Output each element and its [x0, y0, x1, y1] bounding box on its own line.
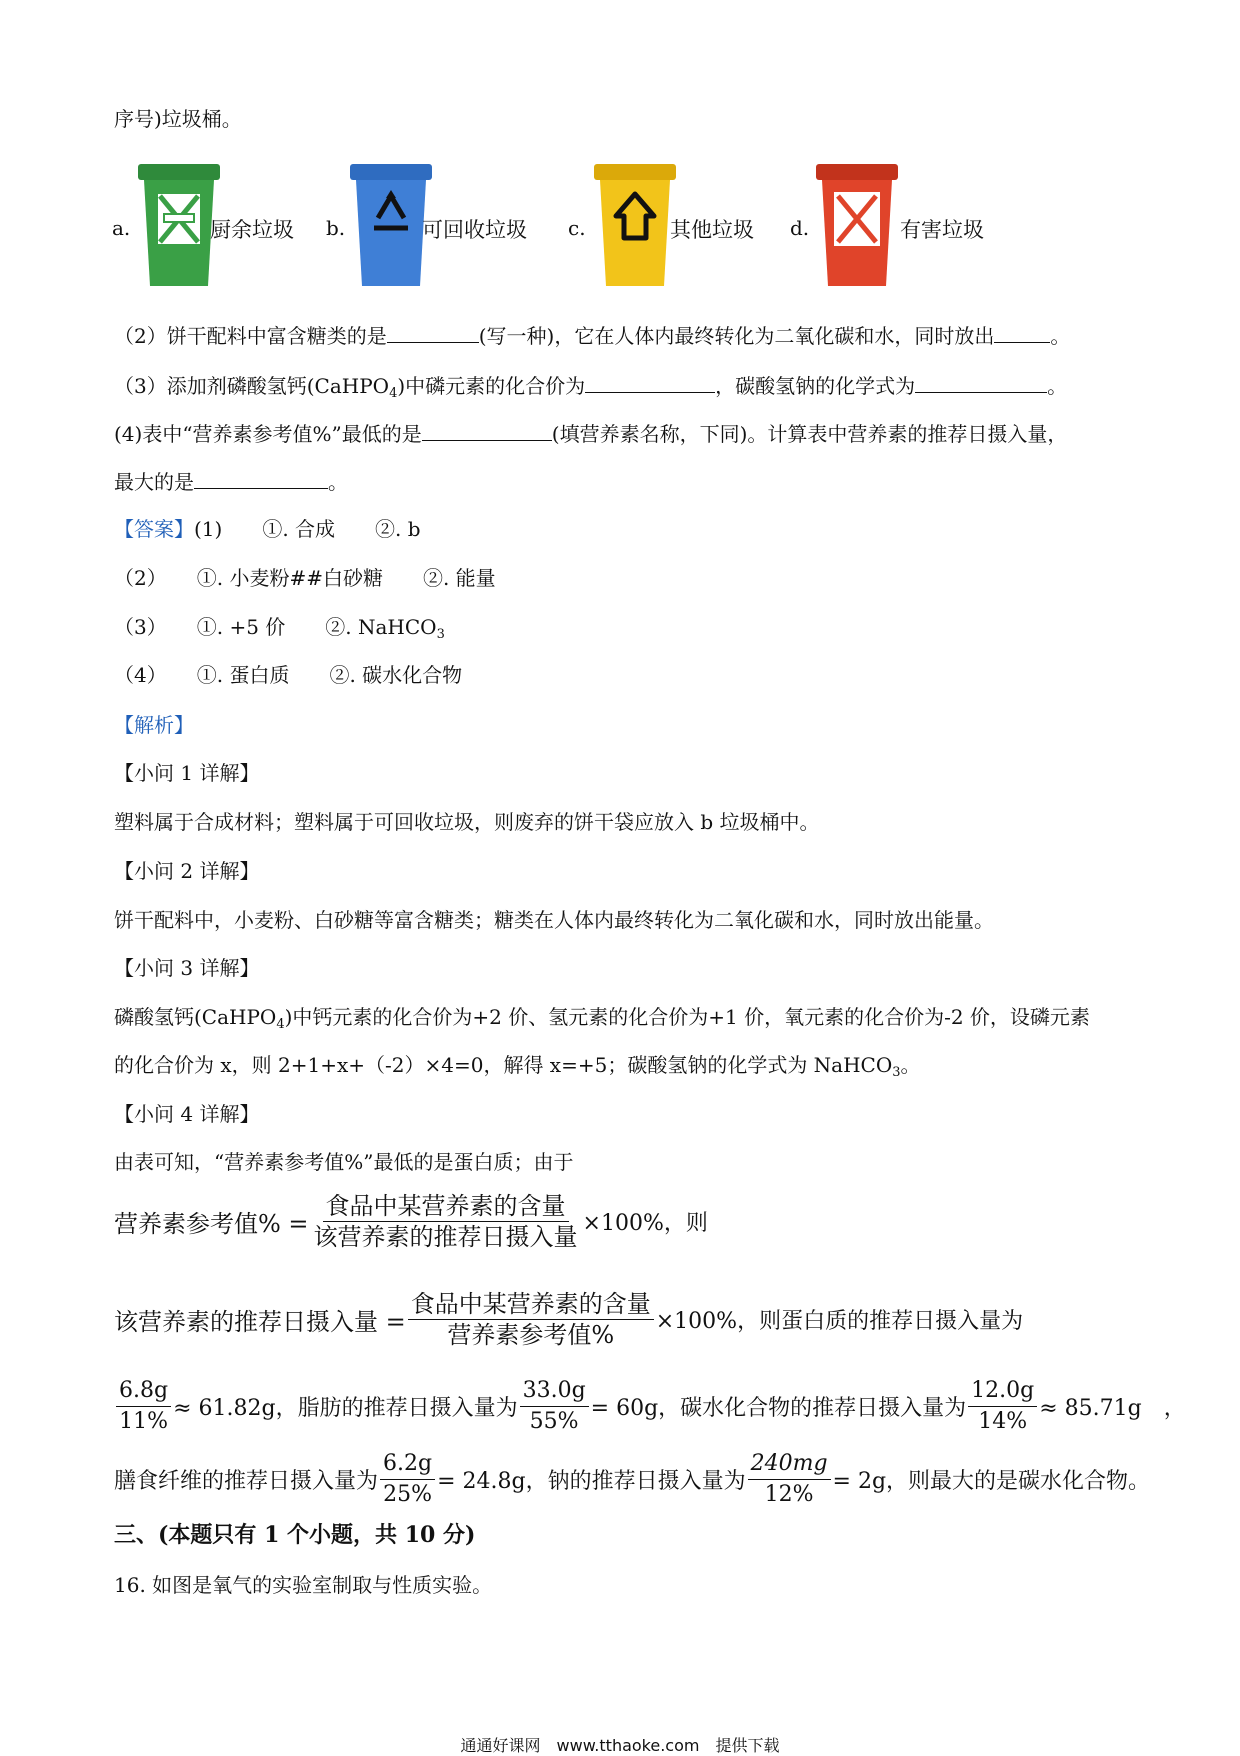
section-heading: 【小问 3 详解】: [114, 956, 260, 980]
continuation-text: 序号)垃圾桶。: [114, 107, 242, 131]
option-letter: c.: [568, 216, 586, 240]
question-4-continued: 最大的是 。: [114, 470, 348, 494]
question-3: （3）添加剂磷酸氢钙(CaHPO$_4$)中磷元素的化合价为 ，碳酸氢钠的化学式为 。: [114, 374, 1068, 401]
answer-blank[interactable]: [585, 372, 715, 393]
answer-line-3: （3） ①. +5 价 ②. NaHCO$_3$: [114, 615, 445, 642]
formula-1: 营养素参考值% = $\frac{\text{食品中某营养素的含量}}{\text{该营养素的推荐日摄入量}}$ ×100%，则: [114, 1192, 708, 1251]
answer-blank[interactable]: [994, 322, 1050, 343]
option-label: 厨余垃圾: [210, 218, 294, 242]
option-label: 可回收垃圾: [422, 218, 527, 242]
option-letter: a.: [112, 216, 131, 240]
trash-bin-options: [112, 158, 1112, 290]
analysis-tag: 【解析】: [114, 713, 194, 737]
calculation-line-2: 膳食纤维的推荐日摄入量为 $\frac{6.2g}{25\%}$ = 24.8g，钠的推荐日摄入量为 $\frac{240mg}{12\%}$ = 2g，则最大的是碳水化合物。: [114, 1451, 1151, 1507]
answer-blank[interactable]: [915, 372, 1047, 393]
option-label: 其他垃圾: [670, 218, 754, 242]
answer-line-1: 【答案】(1) ①. 合成 ②. b: [114, 517, 421, 541]
calculation-line-1: $\frac{6.8g}{11\%}$ ≈ 61.82g，脂肪的推荐日摄入量为 $\frac{33.0g}{55\%}$ = 60g，碳水化合物的推荐日摄入量为 $\frac{12.0g}{14\%}$ ≈ 85.71g ，: [114, 1377, 1186, 1436]
explanation-text: 饼干配料中，小麦粉、白砂糖等富含糖类；糖类在人体内最终转化为二氧化碳和水，同时放出能量。: [114, 908, 994, 932]
explanation-text: 的化合价为 x，则 2+1+x+（-2）×4=0，解得 x=+5；碳酸氢钠的化学式为 NaHCO$_3$。: [114, 1053, 921, 1080]
section-heading: 【小问 2 详解】: [114, 859, 260, 883]
option-label: 有害垃圾: [900, 218, 984, 242]
answer-blank[interactable]: [387, 322, 479, 343]
question-4: (4)表中“营养素参考值%”最低的是 (填营养素名称，下同)。计算表中营养素的推荐日摄入量，: [114, 422, 1068, 446]
explanation-text: 由表可知，“营养素参考值%”最低的是蛋白质；由于: [114, 1150, 574, 1174]
formula-2: 该营养素的推荐日摄入量 = $\frac{\text{食品中某营养素的含量}}{\text{营养素参考值\%}}$ ×100%，则蛋白质的推荐日摄入量为: [114, 1290, 1024, 1349]
answer-line-4: （4） ①. 蛋白质 ②. 碳水化合物: [114, 663, 463, 687]
question-16: 16. 如图是氧气的实验室制取与性质实验。: [114, 1573, 493, 1597]
other-waste-bin-icon: [592, 158, 678, 290]
option-letter: d.: [790, 216, 810, 240]
answer-tag: 【答案】: [114, 517, 194, 541]
hazardous-waste-bin-icon: [814, 158, 900, 290]
section-heading: 【小问 4 详解】: [114, 1102, 260, 1126]
section-3-title: 三、(本题只有 1 个小题，共 10 分): [114, 1522, 476, 1548]
section-heading: 【小问 1 详解】: [114, 761, 260, 785]
page-footer: 通通好课网 www.tthaoke.com 提供下载: [460, 1736, 780, 1755]
question-2: （2）饼干配料中富含糖类的是 (写一种)，它在人体内最终转化为二氧化碳和水，同时放出 。: [114, 324, 1071, 348]
answer-line-2: （2） ①. 小麦粉##白砂糖 ②. 能量: [114, 566, 496, 590]
explanation-text: 塑料属于合成材料；塑料属于可回收垃圾，则废弃的饼干袋应放入 b 垃圾桶中。: [114, 810, 820, 834]
explanation-text: 磷酸氢钙(CaHPO$_4$)中钙元素的化合价为+2 价、氢元素的化合价为+1 价，氧元素的化合价为-2 价，设磷元素: [114, 1005, 1090, 1032]
answer-blank[interactable]: [194, 468, 328, 489]
answer-blank[interactable]: [422, 420, 552, 441]
option-letter: b.: [326, 216, 346, 240]
